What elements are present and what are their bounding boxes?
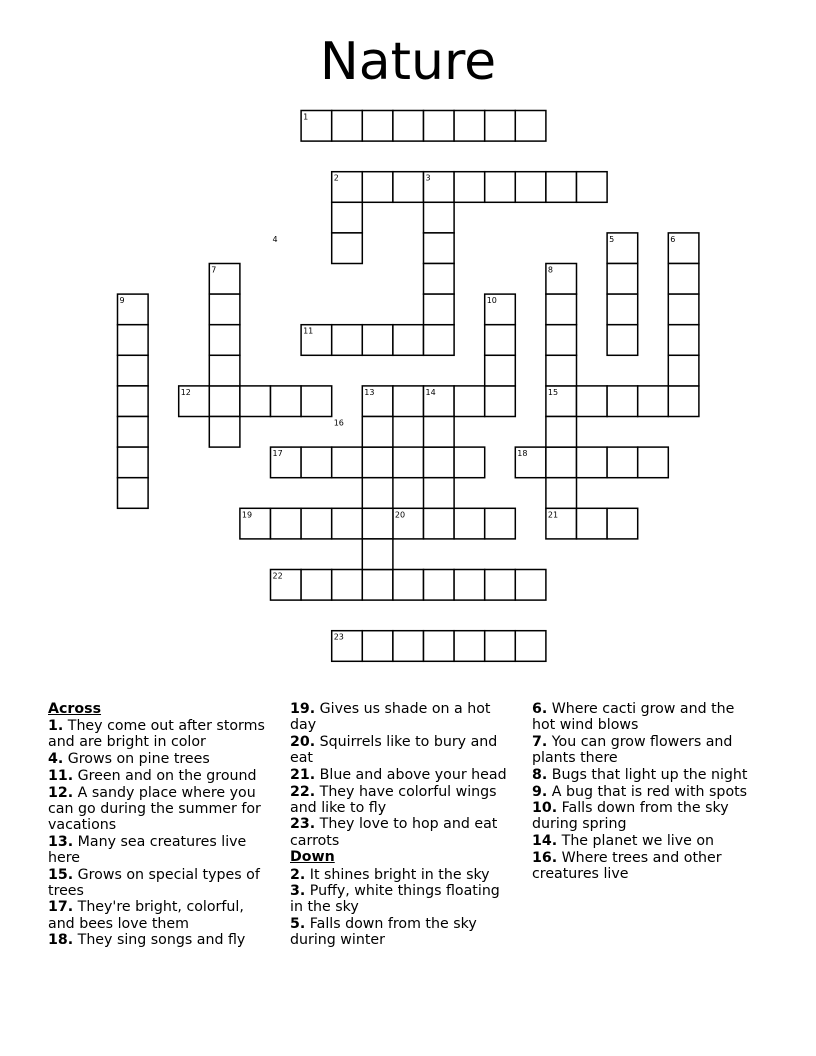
- grid-cell[interactable]: [485, 631, 516, 662]
- clue-text: They love to hop and eat carrots: [290, 816, 498, 849]
- grid-cell[interactable]: [668, 264, 699, 295]
- grid-cell[interactable]: [424, 294, 455, 325]
- grid-cell[interactable]: [485, 508, 516, 539]
- clue-number: 23.: [290, 816, 316, 833]
- grid-cell[interactable]: [607, 386, 638, 417]
- clue-text: Squirrels like to bury and eat: [290, 733, 498, 767]
- cell-number: 13: [364, 387, 375, 397]
- grid-cell[interactable]: [424, 478, 455, 509]
- grid-cell[interactable]: [485, 570, 516, 601]
- grid-cell[interactable]: [607, 294, 638, 325]
- grid-cell[interactable]: [424, 570, 455, 601]
- grid-cell[interactable]: [515, 570, 546, 601]
- cell-number: 20: [394, 510, 406, 520]
- cell-number: 9: [119, 296, 125, 306]
- clue-across-4: [48, 751, 273, 767]
- clue-across-13: [48, 834, 273, 866]
- grid-cell[interactable]: [332, 447, 363, 478]
- grid-cell[interactable]: [362, 111, 393, 142]
- clue-number: 3.: [290, 883, 306, 900]
- grid-cell[interactable]: [424, 417, 455, 448]
- clue-across-18: [48, 932, 273, 948]
- clue-down-3: [290, 883, 515, 915]
- grid-cell[interactable]: [393, 447, 424, 478]
- cell-number: 8: [547, 265, 553, 275]
- clue-across-23: [290, 816, 515, 848]
- grid-cell[interactable]: [546, 294, 577, 325]
- clue-text: It shines bright in the sky: [305, 866, 490, 883]
- grid-cell[interactable]: [638, 447, 669, 478]
- clue-down-5: [290, 916, 515, 948]
- grid-cell[interactable]: [485, 386, 516, 417]
- grid-cell[interactable]: [118, 447, 149, 478]
- clue-number: 14.: [532, 833, 558, 850]
- cell-number: 18: [517, 449, 528, 459]
- clue-down-7: [532, 734, 757, 766]
- clue-number: 5.: [290, 916, 306, 933]
- clue-across-20: [290, 734, 515, 766]
- grid-cell[interactable]: [118, 417, 149, 448]
- cell-number: 10: [486, 296, 497, 306]
- grid-cell[interactable]: [454, 172, 485, 203]
- clue-text: They come out after storms and are bright in color: [48, 718, 265, 751]
- grid-cell[interactable]: [485, 325, 516, 356]
- grid-cell[interactable]: [393, 325, 424, 356]
- clue-text: They're bright, colorful, and bees love them: [48, 899, 244, 932]
- grid-cell[interactable]: [577, 172, 608, 203]
- clue-down-2: [290, 867, 515, 883]
- clue-across-15: [48, 867, 273, 899]
- clue-text: Many sea creatures live here: [48, 833, 247, 866]
- grid-cell[interactable]: [393, 111, 424, 142]
- clue-text: Where trees and other creatures live: [532, 849, 722, 883]
- grid-cell[interactable]: [668, 294, 699, 325]
- cell-number: 4: [272, 234, 278, 244]
- grid-cell[interactable]: [454, 447, 485, 478]
- grid-cell[interactable]: [332, 233, 363, 264]
- clue-number: 11.: [48, 767, 74, 784]
- clue-number: 19.: [290, 701, 316, 717]
- clue-number: 16.: [532, 849, 558, 866]
- clue-across-12: [48, 785, 273, 834]
- clue-text: Puffy, white things floating in the sky: [290, 883, 500, 916]
- clue-number: 2.: [290, 866, 306, 883]
- grid-cell[interactable]: [209, 294, 240, 325]
- grid-cell[interactable]: [362, 539, 393, 570]
- grid-cell[interactable]: [607, 508, 638, 539]
- grid-cell[interactable]: [424, 264, 455, 295]
- grid-cell[interactable]: [515, 111, 546, 142]
- grid-cell[interactable]: [577, 447, 608, 478]
- grid-cell[interactable]: [424, 447, 455, 478]
- clue-across-22: [290, 784, 515, 816]
- grid-cell[interactable]: [485, 355, 516, 386]
- grid-cell[interactable]: [454, 386, 485, 417]
- clue-down-10: [532, 800, 757, 832]
- clue-number: 17.: [48, 899, 74, 916]
- clue-text: Falls down from the sky during spring: [532, 800, 729, 833]
- cell-number: 5: [609, 234, 615, 244]
- clue-across-19: [290, 701, 515, 733]
- grid-cell[interactable]: [424, 325, 455, 356]
- clue-number: 1.: [48, 718, 64, 735]
- grid-cell[interactable]: [362, 631, 393, 662]
- grid-cell[interactable]: [546, 417, 577, 448]
- clue-text: Green and on the ground: [73, 767, 257, 784]
- clue-text: Where cacti grow and the hot wind blows: [532, 701, 735, 734]
- grid-cell[interactable]: [301, 386, 332, 417]
- clue-number: 15.: [48, 866, 74, 883]
- grid-cell[interactable]: [546, 172, 577, 203]
- cell-number: 23: [333, 632, 344, 642]
- grid-cell[interactable]: [393, 570, 424, 601]
- puzzle-title: Nature: [319, 32, 497, 92]
- clue-across-1: [48, 718, 273, 750]
- grid-cell[interactable]: [424, 233, 455, 264]
- grid-cell[interactable]: [546, 325, 577, 356]
- clues-column-2: [290, 701, 515, 949]
- cell-number: 19: [241, 510, 253, 520]
- clue-text: A sandy place where you can go during the summer for vacations: [48, 784, 261, 833]
- grid-cell[interactable]: [668, 325, 699, 356]
- grid-cell[interactable]: [577, 386, 608, 417]
- cell-number: 17: [272, 449, 283, 459]
- grid-cell[interactable]: [301, 508, 332, 539]
- grid-cell[interactable]: [271, 386, 302, 417]
- grid-cell[interactable]: [546, 478, 577, 509]
- cell-number: 1: [303, 112, 309, 122]
- grid-cell[interactable]: [607, 264, 638, 295]
- grid-cell[interactable]: [118, 355, 149, 386]
- clue-down-8: [532, 767, 757, 783]
- grid-cell[interactable]: [362, 325, 393, 356]
- grid-cell[interactable]: [271, 508, 302, 539]
- grid-cell[interactable]: [209, 355, 240, 386]
- clue-number: 18.: [48, 932, 74, 949]
- grid-cell[interactable]: [485, 172, 516, 203]
- grid-cell[interactable]: [546, 355, 577, 386]
- clue-down-9: [532, 784, 757, 800]
- grid-cell[interactable]: [454, 508, 485, 539]
- clue-text: They sing songs and fly: [73, 932, 246, 949]
- grid-cell[interactable]: [301, 447, 332, 478]
- across-heading: Across: [48, 701, 102, 717]
- grid-cell[interactable]: [301, 570, 332, 601]
- grid-cell[interactable]: [332, 111, 363, 142]
- clue-number: 12.: [48, 784, 74, 801]
- grid-cell[interactable]: [607, 447, 638, 478]
- grid-cell[interactable]: [362, 570, 393, 601]
- cell-number: 11: [303, 326, 314, 336]
- clues-column-3: [532, 701, 757, 883]
- grid-cell[interactable]: [424, 508, 455, 539]
- grid-cell[interactable]: [362, 417, 393, 448]
- clue-text: Gives us shade on a hot day: [290, 701, 491, 734]
- cell-number: 21: [547, 510, 559, 520]
- grid-cell[interactable]: [362, 172, 393, 203]
- grid-cell[interactable]: [209, 417, 240, 448]
- grid-cell[interactable]: [393, 172, 424, 203]
- grid-cell[interactable]: [393, 386, 424, 417]
- grid-cell[interactable]: [332, 570, 363, 601]
- clue-number: 22.: [290, 783, 316, 800]
- grid-cell[interactable]: [118, 386, 149, 417]
- grid-cell[interactable]: [607, 325, 638, 356]
- grid-cell[interactable]: [454, 631, 485, 662]
- clue-number: 21.: [290, 766, 316, 783]
- cell-number: 16: [333, 418, 344, 428]
- grid-cell[interactable]: [424, 631, 455, 662]
- grid-cell[interactable]: [668, 355, 699, 386]
- clue-text: Falls down from the sky during winter: [290, 916, 477, 949]
- grid-cell[interactable]: [515, 631, 546, 662]
- grid-cell[interactable]: [577, 508, 608, 539]
- grid-cell[interactable]: [454, 570, 485, 601]
- cell-number: 22: [272, 571, 283, 581]
- clue-text: Bugs that light up the night: [547, 766, 748, 783]
- grid-cell[interactable]: [118, 325, 149, 356]
- clue-across-17: [48, 899, 273, 931]
- clue-text: A bug that is red with spots: [547, 783, 748, 800]
- grid-cell[interactable]: [209, 325, 240, 356]
- clue-text: Grows on special types of trees: [48, 866, 260, 899]
- clue-number: 4.: [48, 751, 64, 768]
- grid-cell[interactable]: [362, 508, 393, 539]
- clue-down-6: [532, 701, 757, 733]
- grid-cell[interactable]: [240, 386, 271, 417]
- cell-number: 2: [333, 173, 339, 183]
- clue-number: 13.: [48, 833, 74, 850]
- cell-number: 7: [211, 265, 217, 275]
- grid-cell[interactable]: [424, 111, 455, 142]
- grid-cell[interactable]: [424, 202, 455, 233]
- grid-cell[interactable]: [638, 386, 669, 417]
- clue-number: 10.: [532, 800, 558, 817]
- clue-down-16: [532, 850, 757, 882]
- cell-number: 14: [425, 387, 436, 397]
- down-heading: Down: [290, 849, 335, 866]
- clue-across-11: [48, 768, 273, 784]
- clue-text: They have colorful wings and like to fly: [290, 783, 497, 816]
- clue-number: 7.: [532, 733, 548, 750]
- grid-cell[interactable]: [209, 386, 240, 417]
- clues-column-1: [48, 701, 273, 949]
- clue-number: 6.: [532, 701, 548, 717]
- grid-cell[interactable]: [546, 447, 577, 478]
- clue-down-14: [532, 833, 757, 849]
- grid-cell[interactable]: [668, 386, 699, 417]
- grid-cell[interactable]: [515, 172, 546, 203]
- grid-cell[interactable]: [362, 478, 393, 509]
- grid-cell[interactable]: [454, 111, 485, 142]
- grid-cell[interactable]: [118, 478, 149, 509]
- clue-text: Blue and above your head: [315, 766, 507, 783]
- clue-number: 8.: [532, 766, 548, 783]
- cell-number: 12: [180, 387, 191, 397]
- clue-text: You can grow flowers and plants there: [532, 733, 733, 767]
- grid-cell[interactable]: [332, 325, 363, 356]
- grid-cell[interactable]: [332, 202, 363, 233]
- cell-number: 15: [547, 387, 559, 397]
- grid-cell[interactable]: [362, 447, 393, 478]
- clue-across-21: [290, 767, 515, 783]
- cell-number: 3: [425, 173, 431, 183]
- grid-cell[interactable]: [393, 631, 424, 662]
- grid-cell[interactable]: [332, 508, 363, 539]
- cell-number: 6: [670, 234, 676, 244]
- clue-number: 9.: [532, 783, 548, 800]
- clue-text: The planet we live on: [557, 833, 715, 850]
- clue-text: Grows on pine trees: [63, 751, 210, 768]
- grid-cell[interactable]: [485, 111, 516, 142]
- clue-number: 20.: [290, 733, 316, 750]
